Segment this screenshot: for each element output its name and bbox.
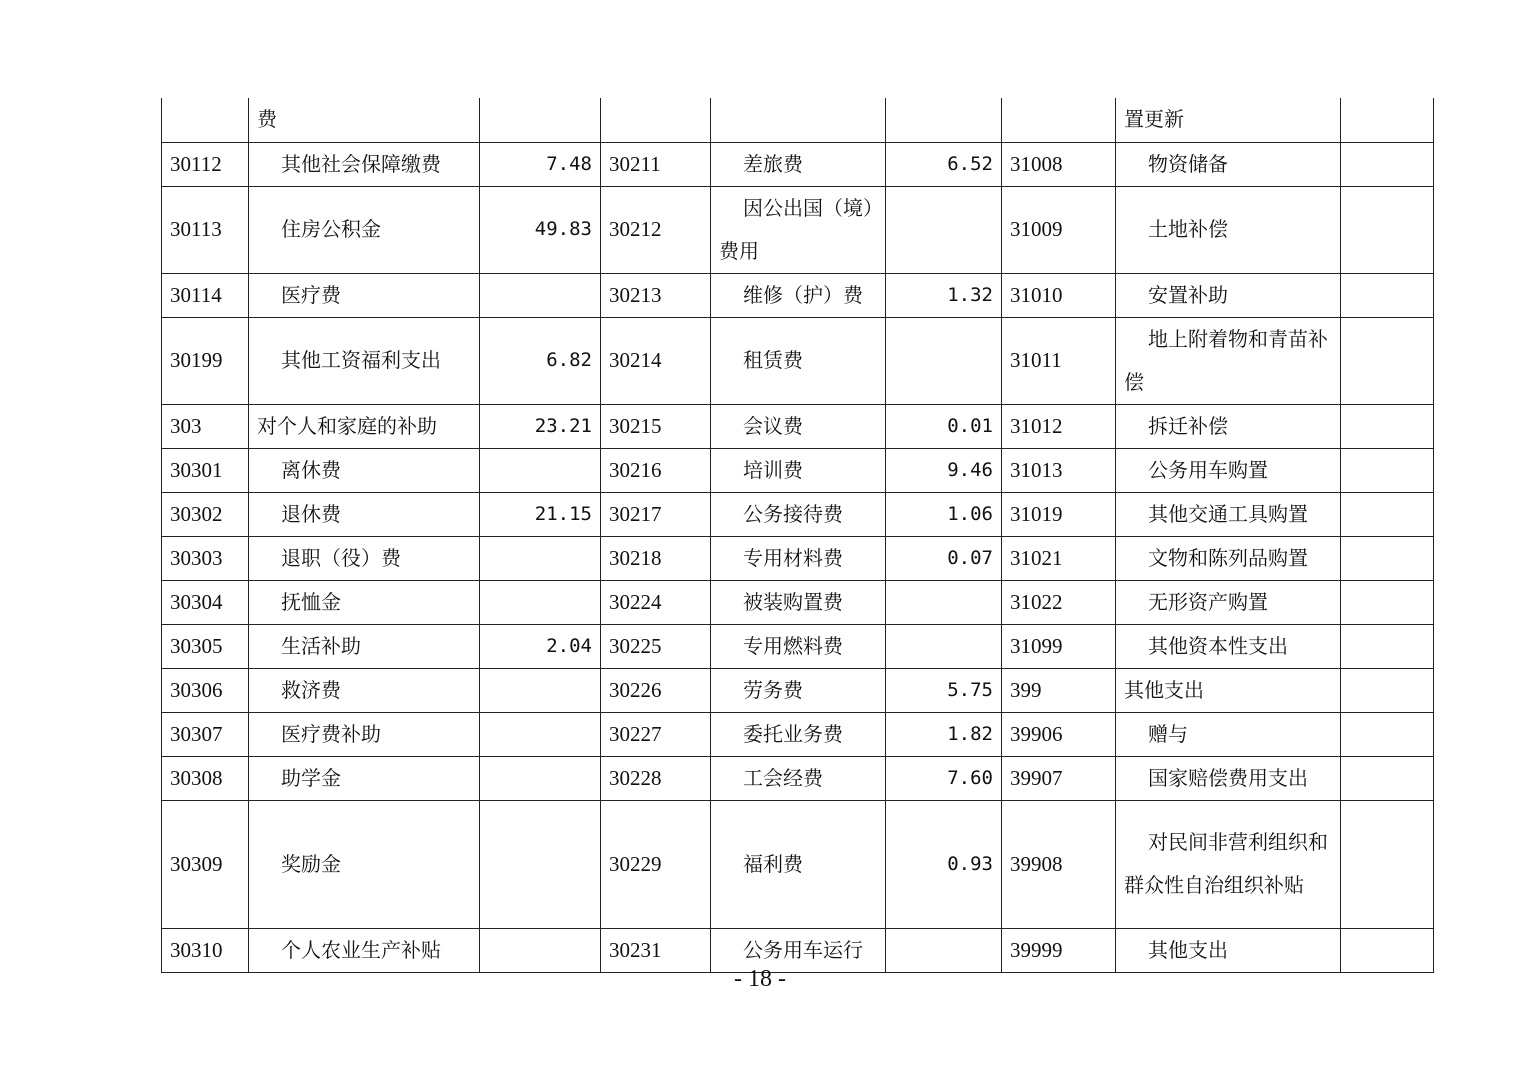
item-name: 住房公积金 xyxy=(281,217,381,241)
amount-cell xyxy=(1341,712,1434,756)
table-row xyxy=(162,668,1434,712)
code-cell: 30306 xyxy=(162,668,249,712)
amount-cell xyxy=(1341,317,1434,404)
amount-cell: 0.07 xyxy=(886,536,1002,580)
code-cell: 31099 xyxy=(1002,624,1116,668)
item-name: 因公出国（境）费用 xyxy=(719,195,873,263)
table-row xyxy=(162,536,1434,580)
item-name-cell xyxy=(1116,580,1341,624)
code-cell: 30227 xyxy=(601,712,711,756)
item-name: 工会经费 xyxy=(743,765,823,790)
item-name-cell xyxy=(249,492,480,536)
code-cell: 30216 xyxy=(601,448,711,492)
amount-cell xyxy=(480,536,601,580)
amount-cell: 5.75 xyxy=(886,668,1002,712)
code-cell xyxy=(1002,98,1116,142)
amount-cell xyxy=(480,273,601,317)
amount-cell: 6.52 xyxy=(886,142,1002,186)
amount-cell: 9.46 xyxy=(886,448,1002,492)
item-name: 专用燃料费 xyxy=(743,633,843,658)
code-cell: 303 xyxy=(162,404,249,448)
table-row xyxy=(162,317,1434,404)
item-name-cell xyxy=(1116,800,1341,928)
code-cell: 31011 xyxy=(1002,317,1116,404)
item-name: 培训费 xyxy=(743,457,803,482)
item-name-cell xyxy=(711,317,886,404)
table-row xyxy=(162,98,1434,142)
amount-cell xyxy=(480,580,601,624)
table-row xyxy=(162,580,1434,624)
table-row xyxy=(162,273,1434,317)
item-name: 其他交通工具购置 xyxy=(1148,501,1308,526)
table-row xyxy=(162,492,1434,536)
item-name: 离休费 xyxy=(281,457,341,482)
page-number: - 18 - xyxy=(734,966,786,992)
item-name: 地上附着物和青苗补偿 xyxy=(1124,326,1328,394)
item-name-cell xyxy=(249,536,480,580)
amount-cell xyxy=(480,98,601,142)
code-cell: 399 xyxy=(1002,668,1116,712)
code-cell: 39907 xyxy=(1002,756,1116,800)
code-cell: 30309 xyxy=(162,800,249,928)
code-cell: 39908 xyxy=(1002,800,1116,928)
item-name-cell xyxy=(711,756,886,800)
table-row xyxy=(162,404,1434,448)
amount-cell: 1.06 xyxy=(886,492,1002,536)
amount-cell xyxy=(886,186,1002,273)
table-row xyxy=(162,756,1434,800)
item-name-cell xyxy=(249,448,480,492)
item-name-cell xyxy=(249,317,480,404)
item-name-cell xyxy=(249,142,480,186)
item-name: 拆迁补偿 xyxy=(1148,413,1228,438)
amount-cell xyxy=(1341,273,1434,317)
item-name: 医疗费补助 xyxy=(281,721,381,746)
amount-cell xyxy=(1341,756,1434,800)
amount-cell xyxy=(480,668,601,712)
item-name: 其他支出 xyxy=(1124,677,1204,702)
item-name-cell xyxy=(249,712,480,756)
code-cell: 30307 xyxy=(162,712,249,756)
item-name: 公务用车运行 xyxy=(743,937,863,962)
item-name-cell xyxy=(249,186,480,273)
item-name: 无形资产购置 xyxy=(1148,589,1268,614)
amount-cell xyxy=(886,317,1002,404)
code-cell: 30310 xyxy=(162,928,249,972)
code-cell xyxy=(601,98,711,142)
table-row xyxy=(162,800,1434,928)
amount-cell xyxy=(480,800,601,928)
code-cell: 30308 xyxy=(162,756,249,800)
code-cell: 30302 xyxy=(162,492,249,536)
item-name-cell xyxy=(249,756,480,800)
item-name-cell xyxy=(1116,536,1341,580)
amount-cell xyxy=(480,712,601,756)
item-name-cell xyxy=(711,800,886,928)
code-cell: 30305 xyxy=(162,624,249,668)
amount-cell xyxy=(1341,98,1434,142)
budget-table xyxy=(161,98,1434,973)
item-name: 劳务费 xyxy=(743,677,803,702)
item-name: 救济费 xyxy=(281,677,341,702)
item-name-cell xyxy=(711,273,886,317)
item-name: 其他资本性支出 xyxy=(1148,633,1288,658)
item-name: 生活补助 xyxy=(281,633,361,658)
item-name-cell xyxy=(249,800,480,928)
item-name-cell xyxy=(1116,273,1341,317)
item-name: 退休费 xyxy=(281,501,341,526)
code-cell: 30112 xyxy=(162,142,249,186)
item-name-cell xyxy=(711,712,886,756)
item-name-cell xyxy=(1116,756,1341,800)
item-name: 其他支出 xyxy=(1148,937,1228,962)
item-name-cell xyxy=(1116,624,1341,668)
amount-cell xyxy=(1341,186,1434,273)
table-row xyxy=(162,448,1434,492)
amount-cell: 23.21 xyxy=(480,404,601,448)
code-cell: 30211 xyxy=(601,142,711,186)
item-name-cell xyxy=(711,98,886,142)
item-name: 对民间非营利组织和群众性自治组织补贴 xyxy=(1124,830,1328,897)
item-name-cell xyxy=(711,668,886,712)
item-name-cell xyxy=(1116,404,1341,448)
code-cell: 30303 xyxy=(162,536,249,580)
item-name: 置更新 xyxy=(1124,107,1184,132)
code-cell: 30231 xyxy=(601,928,711,972)
item-name: 费 xyxy=(257,107,277,132)
code-cell: 30214 xyxy=(601,317,711,404)
item-name-cell xyxy=(1116,317,1341,404)
item-name-cell xyxy=(711,448,886,492)
item-name-cell xyxy=(711,186,886,273)
amount-cell xyxy=(480,756,601,800)
item-name-cell xyxy=(711,142,886,186)
item-name-cell xyxy=(1116,186,1341,273)
code-cell: 31019 xyxy=(1002,492,1116,536)
amount-cell xyxy=(1341,580,1434,624)
code-cell: 30114 xyxy=(162,273,249,317)
table-row xyxy=(162,142,1434,186)
item-name: 差旅费 xyxy=(743,151,803,176)
code-cell: 31009 xyxy=(1002,186,1116,273)
code-cell: 30199 xyxy=(162,317,249,404)
item-name: 国家赔偿费用支出 xyxy=(1148,765,1308,790)
amount-cell: 1.82 xyxy=(886,712,1002,756)
item-name: 其他工资福利支出 xyxy=(281,348,441,372)
item-name-cell xyxy=(249,580,480,624)
code-cell: 30215 xyxy=(601,404,711,448)
item-name: 赠与 xyxy=(1148,721,1188,746)
item-name-cell xyxy=(711,536,886,580)
item-name: 其他社会保障缴费 xyxy=(281,151,441,176)
amount-cell xyxy=(1341,668,1434,712)
table-row xyxy=(162,186,1434,273)
code-cell: 31008 xyxy=(1002,142,1116,186)
amount-cell: 7.60 xyxy=(886,756,1002,800)
item-name-cell xyxy=(1116,668,1341,712)
item-name: 物资储备 xyxy=(1148,151,1228,176)
code-cell: 30213 xyxy=(601,273,711,317)
table-row xyxy=(162,712,1434,756)
item-name-cell xyxy=(1116,712,1341,756)
amount-cell xyxy=(1341,800,1434,928)
amount-cell: 6.82 xyxy=(480,317,601,404)
item-name: 退职（役）费 xyxy=(281,545,401,570)
item-name: 被装购置费 xyxy=(743,589,843,614)
item-name: 抚恤金 xyxy=(281,589,341,614)
item-name: 公务用车购置 xyxy=(1148,457,1268,482)
amount-cell: 2.04 xyxy=(480,624,601,668)
amount-cell: 0.01 xyxy=(886,404,1002,448)
code-cell: 30224 xyxy=(601,580,711,624)
amount-cell: 21.15 xyxy=(480,492,601,536)
code-cell: 30301 xyxy=(162,448,249,492)
code-cell: 31013 xyxy=(1002,448,1116,492)
amount-cell: 49.83 xyxy=(480,186,601,273)
code-cell: 31021 xyxy=(1002,536,1116,580)
amount-cell xyxy=(1341,624,1434,668)
code-cell: 30304 xyxy=(162,580,249,624)
item-name-cell xyxy=(711,492,886,536)
amount-cell xyxy=(886,624,1002,668)
item-name-cell xyxy=(249,668,480,712)
item-name: 助学金 xyxy=(281,765,341,790)
item-name-cell xyxy=(711,580,886,624)
code-cell: 31012 xyxy=(1002,404,1116,448)
item-name-cell xyxy=(249,98,480,142)
amount-cell xyxy=(1341,492,1434,536)
amount-cell xyxy=(1341,404,1434,448)
amount-cell xyxy=(1341,142,1434,186)
item-name-cell xyxy=(249,273,480,317)
code-cell: 30225 xyxy=(601,624,711,668)
item-name: 个人农业生产补贴 xyxy=(281,937,441,962)
item-name: 对个人和家庭的补助 xyxy=(257,413,437,438)
amount-cell: 1.32 xyxy=(886,273,1002,317)
item-name-cell xyxy=(249,624,480,668)
code-cell: 39999 xyxy=(1002,928,1116,972)
item-name: 奖励金 xyxy=(281,851,341,876)
code-cell: 30113 xyxy=(162,186,249,273)
item-name: 文物和陈列品购置 xyxy=(1148,545,1308,570)
item-name: 会议费 xyxy=(743,413,803,438)
amount-cell xyxy=(480,448,601,492)
item-name: 专用材料费 xyxy=(743,545,843,570)
code-cell: 31010 xyxy=(1002,273,1116,317)
item-name: 福利费 xyxy=(743,851,803,876)
code-cell: 30226 xyxy=(601,668,711,712)
item-name: 委托业务费 xyxy=(743,721,843,746)
item-name: 土地补偿 xyxy=(1148,217,1228,241)
code-cell: 31022 xyxy=(1002,580,1116,624)
item-name xyxy=(719,107,743,131)
amount-cell xyxy=(1341,448,1434,492)
item-name-cell xyxy=(1116,492,1341,536)
table-row xyxy=(162,624,1434,668)
item-name-cell xyxy=(711,404,886,448)
code-cell: 39906 xyxy=(1002,712,1116,756)
table-body xyxy=(162,98,1434,972)
code-cell: 30217 xyxy=(601,492,711,536)
item-name: 安置补助 xyxy=(1148,282,1228,307)
item-name-cell xyxy=(249,404,480,448)
code-cell: 30218 xyxy=(601,536,711,580)
item-name-cell xyxy=(1116,98,1341,142)
code-cell: 30229 xyxy=(601,800,711,928)
amount-cell: 0.93 xyxy=(886,800,1002,928)
item-name-cell xyxy=(1116,448,1341,492)
item-name-cell xyxy=(711,624,886,668)
amount-cell xyxy=(1341,536,1434,580)
item-name: 租赁费 xyxy=(743,348,803,372)
code-cell: 30228 xyxy=(601,756,711,800)
amount-cell: 7.48 xyxy=(480,142,601,186)
code-cell: 30212 xyxy=(601,186,711,273)
item-name: 医疗费 xyxy=(281,282,341,307)
item-name-cell xyxy=(1116,142,1341,186)
code-cell xyxy=(162,98,249,142)
item-name: 公务接待费 xyxy=(743,501,843,526)
item-name: 维修（护）费 xyxy=(743,282,863,307)
amount-cell xyxy=(886,580,1002,624)
amount-cell xyxy=(886,98,1002,142)
